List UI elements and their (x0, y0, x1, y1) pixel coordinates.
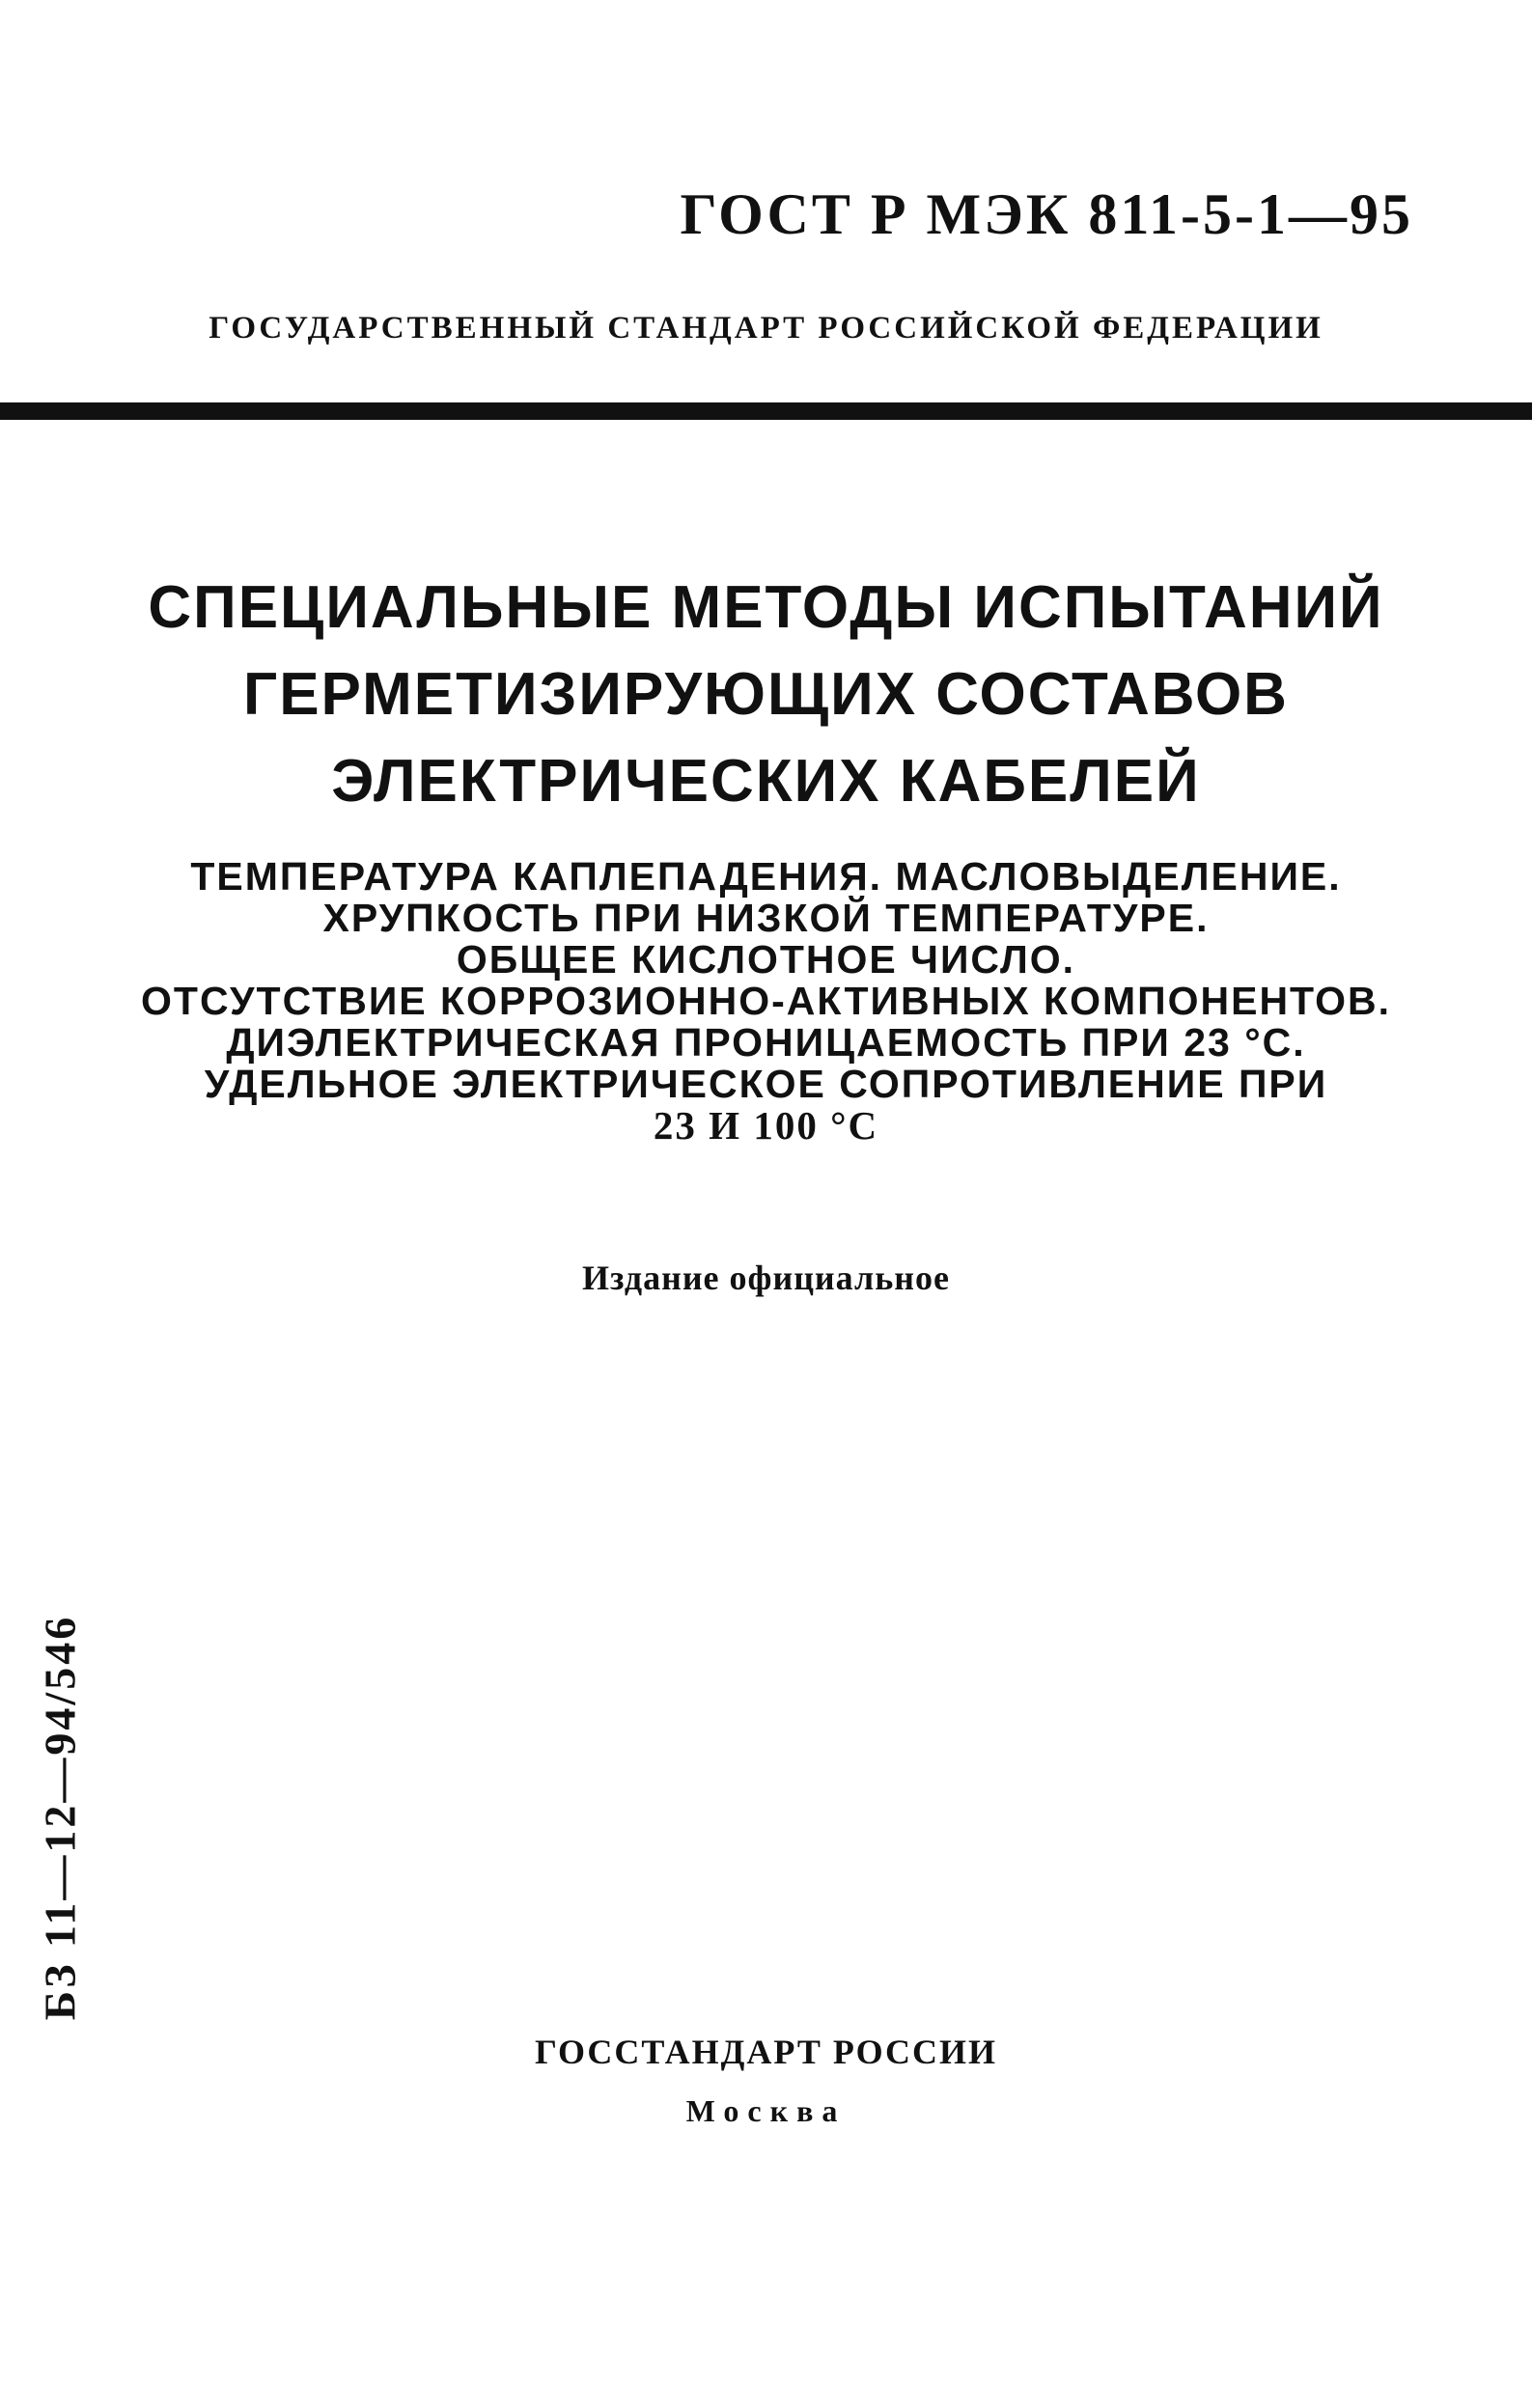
document-number: ГОСТ Р МЭК 811-5-1—95 (680, 182, 1413, 246)
subtitle-line: ОТСУТСТВИЕ КОРРОЗИОННО-АКТИВНЫХ КОМПОНЕНТОВ. (141, 979, 1391, 1023)
subtitle (0, 856, 1532, 1147)
subtitle-line: ДИЭЛЕКТРИЧЕСКАЯ ПРОНИЦАЕМОСТЬ ПРИ 23 °С. (226, 1020, 1306, 1065)
publisher: ГОССТАНДАРТ РОССИИ (534, 2033, 998, 2071)
publication-city: Москва (685, 2093, 847, 2128)
edition-label: Издание официальное (582, 1259, 950, 1297)
subtitle-line: 23 И 100 °С (653, 1103, 879, 1148)
main-title-line: ЭЛЕКТРИЧЕСКИХ КАБЕЛЕЙ (331, 748, 1201, 815)
header-divider (0, 402, 1532, 420)
subtitle-line: ТЕМПЕРАТУРА КАПЛЕПАДЕНИЯ. МАСЛОВЫДЕЛЕНИЕ. (190, 854, 1342, 899)
main-title-line: СПЕЦИАЛЬНЫЕ МЕТОДЫ ИСПЫТАНИЙ (148, 574, 1384, 641)
subtitle-line: ОБЩЕЕ КИСЛОТНОЕ ЧИСЛО. (456, 937, 1076, 982)
state-standard-heading: ГОСУДАРСТВЕННЫЙ СТАНДАРТ РОССИЙСКОЙ ФЕДЕРАЦИИ (209, 311, 1323, 346)
subtitle-line: УДЕЛЬНОЕ ЭЛЕКТРИЧЕСКОЕ СОПРОТИВЛЕНИЕ ПРИ (204, 1062, 1328, 1106)
main-title-line: ГЕРМЕТИЗИРУЮЩИХ СОСТАВОВ (243, 661, 1289, 728)
main-title (0, 565, 1532, 825)
subtitle-line: ХРУПКОСТЬ ПРИ НИЗКОЙ ТЕМПЕРАТУРЕ. (322, 896, 1210, 940)
side-print-code: БЗ 11—12—94/546 (35, 1614, 85, 2021)
